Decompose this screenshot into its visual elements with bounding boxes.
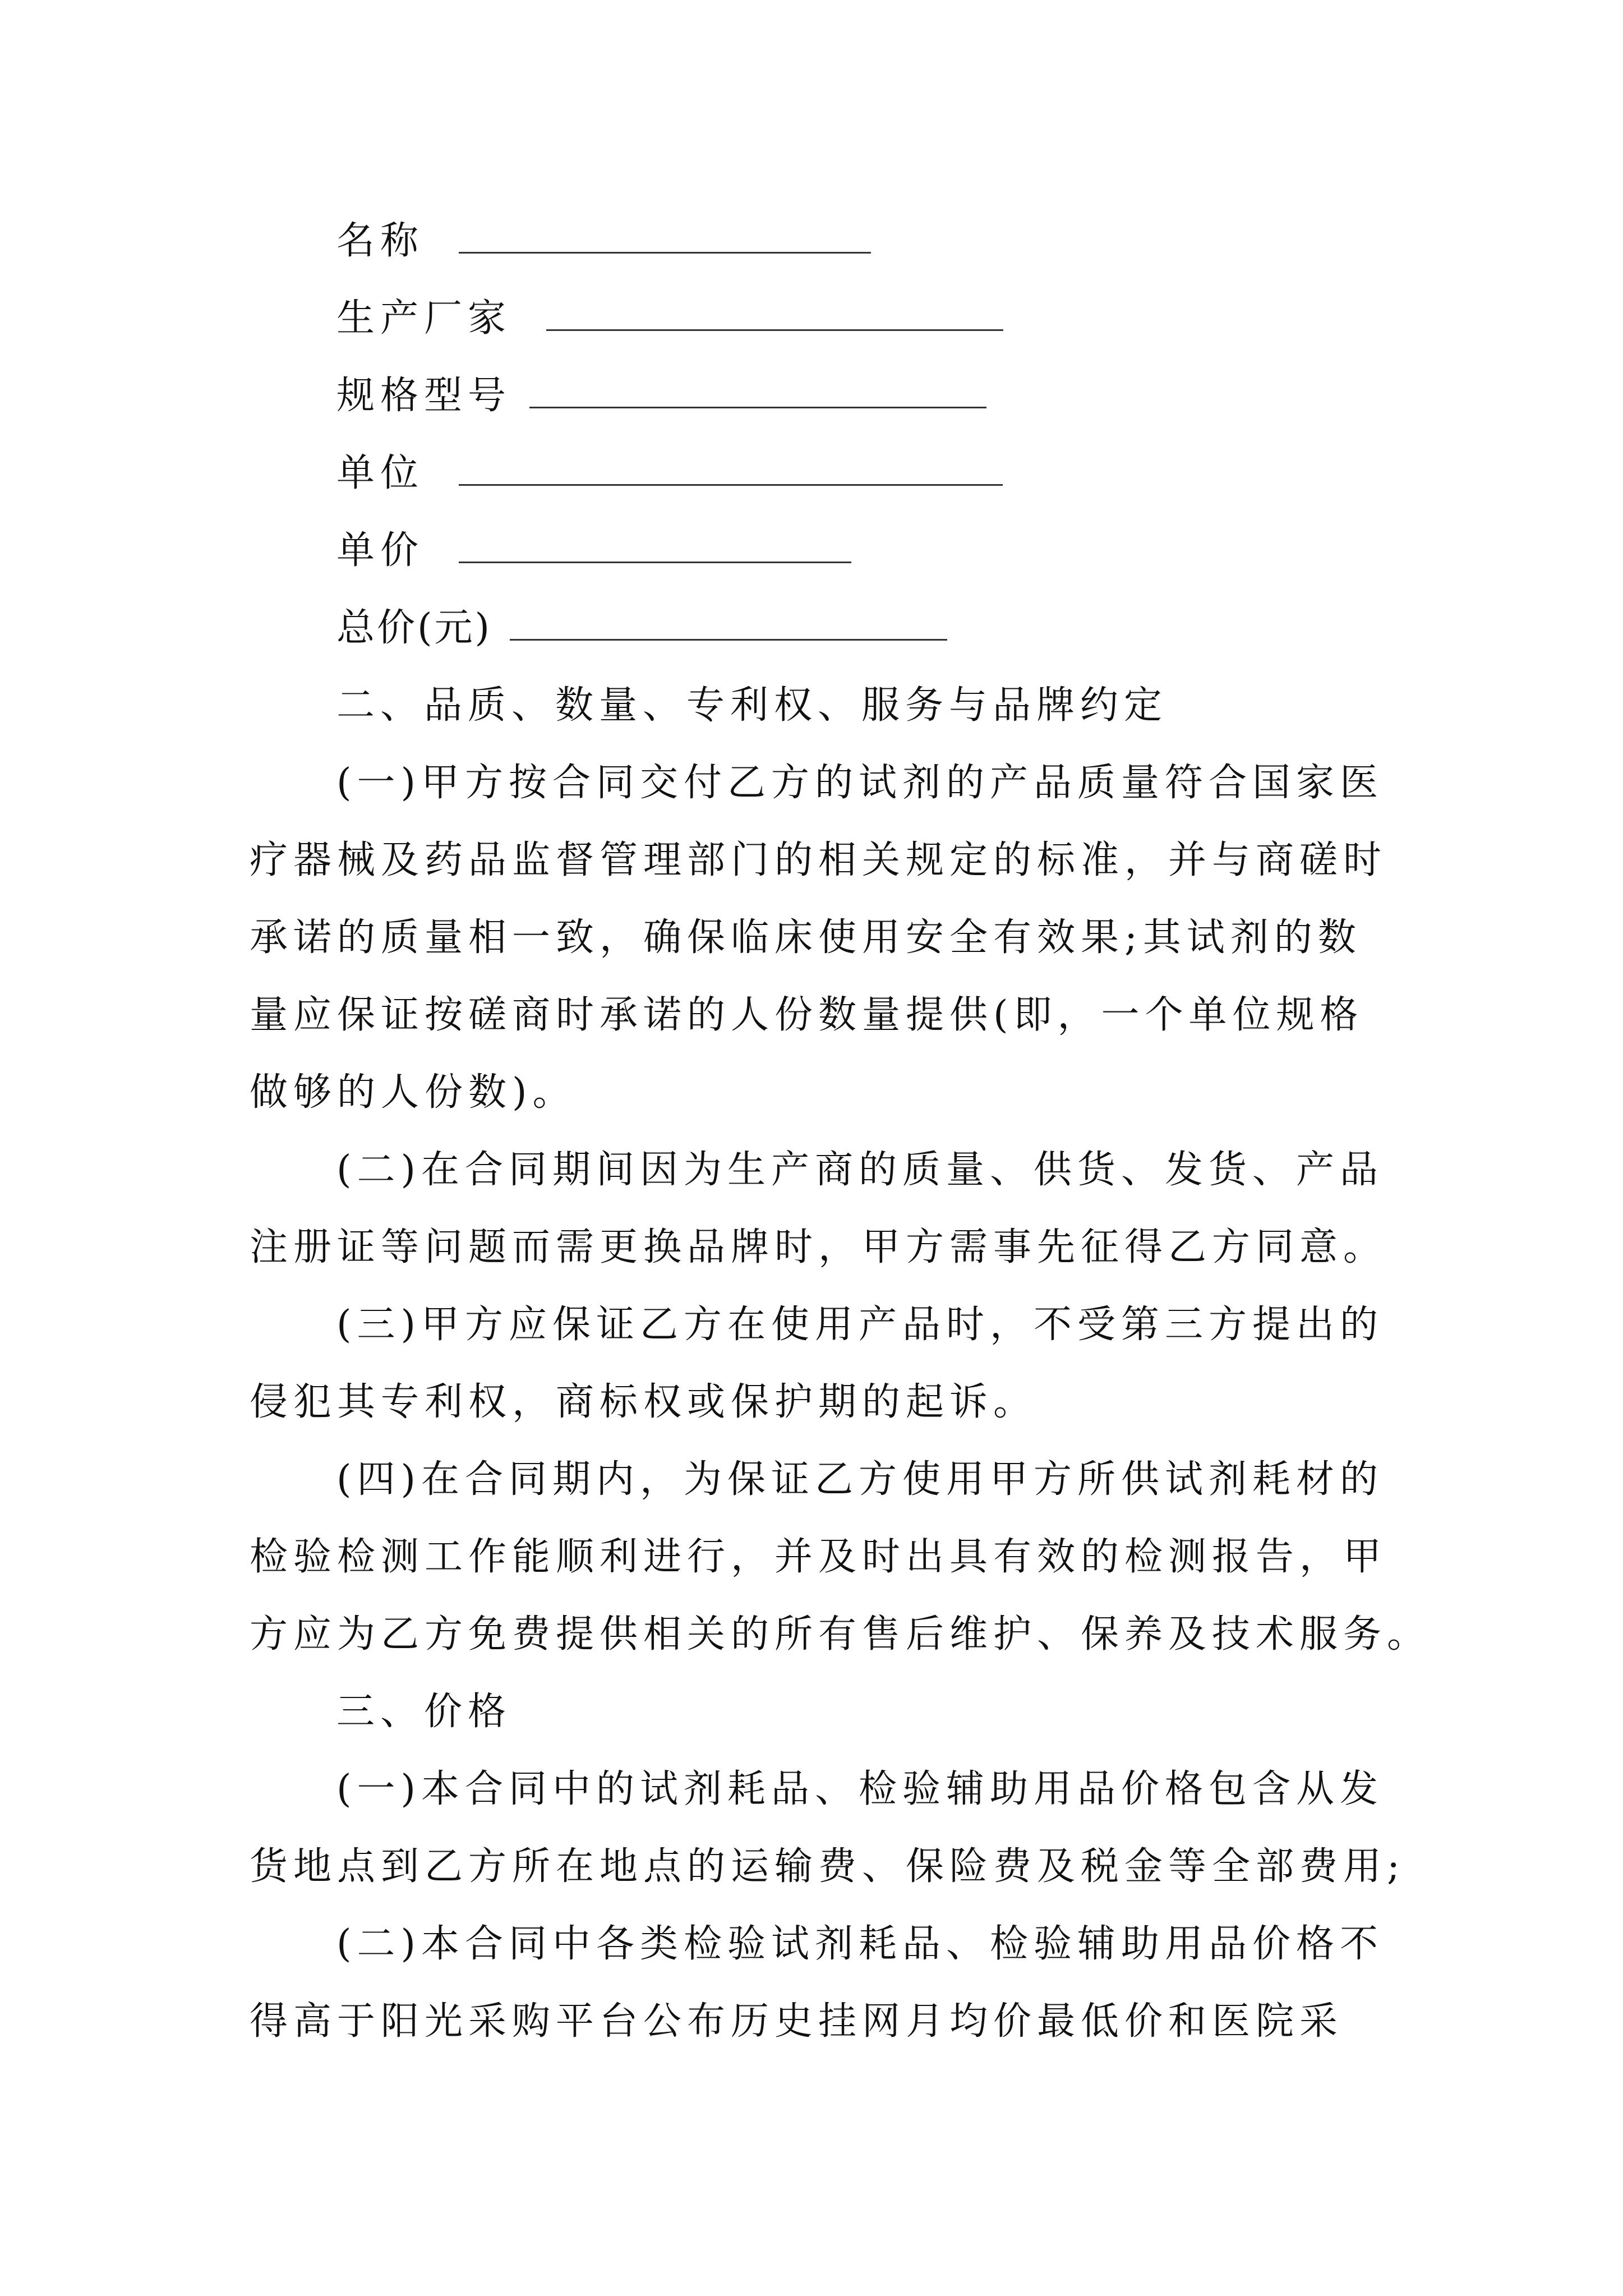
field-model-label: 规格型号 (336, 374, 512, 418)
field-unit-row (336, 448, 1003, 499)
section-2-para-2-line-2: 注册证等问题而需更换品牌时，甲方需事先征得乙方同意。 (250, 1225, 1387, 1269)
field-unit-blank[interactable] (459, 449, 1003, 486)
field-unit-price-blank[interactable] (459, 527, 851, 563)
section-2-para-1-line-4: 量应保证按磋商时承诺的人份数量提供(即，一个单位规格 (250, 993, 1364, 1037)
field-total-price-row (336, 603, 947, 654)
field-name-row (336, 216, 871, 266)
section-3-para-2-line-1: (二)本合同中各类检验试剂耗品、检验辅助用品价格不 (336, 1922, 1384, 1966)
field-model-row (336, 371, 986, 421)
section-2-para-1-line-5: 做够的人份数)。 (250, 1070, 577, 1115)
section-2-para-3-line-1: (三)甲方应保证乙方在使用产品时，不受第三方提出的 (336, 1303, 1384, 1347)
field-manufacturer-row (336, 293, 1003, 344)
section-2-para-1-line-2: 疗器械及药品监督管理部门的相关规定的标准，并与商磋时 (250, 838, 1387, 882)
field-manufacturer-blank[interactable] (546, 295, 1003, 331)
field-total-price-blank[interactable] (510, 604, 947, 641)
section-2-para-4-line-3: 方应为乙方免费提供相关的所有售后维护、保养及技术服务。 (250, 1612, 1431, 1657)
field-unit-price-label: 单价 (336, 528, 425, 573)
section-3-heading: 三、价格 (336, 1690, 512, 1734)
field-total-price-label: 总价(元) (336, 606, 492, 650)
section-3-para-1-line-1: (一)本合同中的试剂耗品、检验辅助用品价格包含从发 (336, 1767, 1384, 1811)
section-2-heading: 二、品质、数量、专利权、服务与品牌约定 (336, 683, 1168, 728)
field-name-label: 名称 (336, 219, 425, 263)
field-unit-price-row (336, 526, 851, 576)
field-name-blank[interactable] (459, 217, 871, 254)
section-2-para-4-line-1: (四)在合同期内，为保证乙方使用甲方所供试剂耗材的 (336, 1457, 1384, 1502)
section-2-para-2-line-1: (二)在合同期间因为生产商的质量、供货、发货、产品 (336, 1148, 1384, 1192)
field-model-blank[interactable] (529, 372, 986, 408)
section-2-para-1-line-1: (一)甲方按合同交付乙方的试剂的产品质量符合国家医 (336, 761, 1384, 805)
section-2-para-1-line-3: 承诺的质量相一致，确保临床使用安全有效果;其试剂的数 (250, 915, 1362, 960)
section-3-para-2-line-2: 得高于阳光采购平台公布历史挂网月均价最低价和医院采 (250, 1999, 1344, 2044)
field-unit-label: 单位 (336, 451, 425, 495)
section-2-para-3-line-2: 侵犯其专利权，商标权或保护期的起诉。 (250, 1380, 1038, 1424)
section-2-para-4-line-2: 检验检测工作能顺利进行，并及时出具有效的检测报告，甲 (250, 1535, 1387, 1579)
section-3-para-1-line-2: 货地点到乙方所在地点的运输费、保险费及税金等全部费用; (250, 1844, 1405, 1889)
field-manufacturer-label: 生产厂家 (336, 296, 512, 341)
